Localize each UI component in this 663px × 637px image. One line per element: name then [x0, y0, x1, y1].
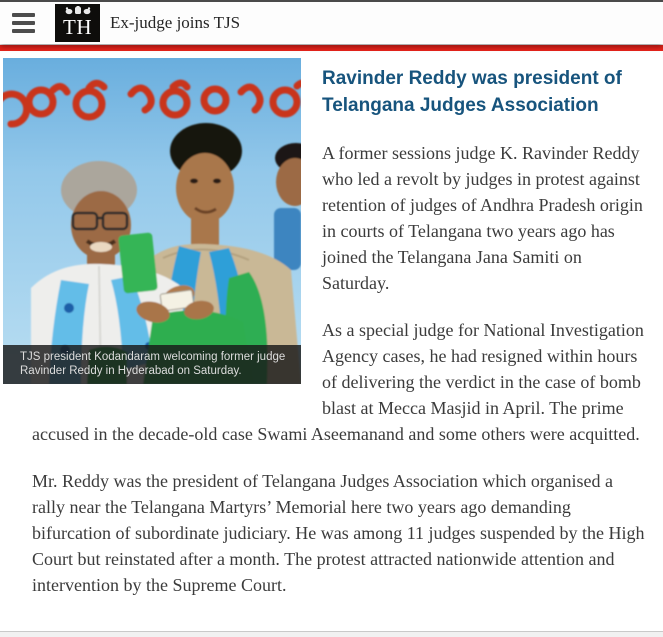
red-accent-bar — [0, 45, 663, 51]
menu-button[interactable] — [4, 3, 44, 43]
page-title: Ex-judge joins TJS — [110, 13, 241, 32]
article-paragraph: A former sessions judge K. Ravinder Reddy who led a revolt by judges in protest against retention of judges of Andhra Pradesh origin in courts of Telangana two years ago has joined the Telangana Jana Samiti on Saturday. — [322, 143, 643, 293]
photo-caption: TJS president Kodandaram welcoming former judge Ravinder Reddy in Hyderabad on Saturday. — [3, 345, 301, 384]
hamburger-icon — [12, 13, 35, 17]
th-crest-icon — [64, 6, 92, 15]
article-headline: Ravinder Reddy was president of Telangana Judges Association — [322, 68, 622, 116]
article-body — [0, 51, 663, 598]
article-photo[interactable] — [3, 58, 301, 384]
article-paragraph: As a special judge for National Investigation Agency cases, he had resigned within hours of delivering the verdict in the case of bomb blast at Mecca Masjid in April. The prime accused in the decade-old case Swami Aseemanand and some others were acquitted. — [32, 320, 644, 444]
article-photo-image — [3, 58, 301, 384]
app-header — [0, 0, 663, 44]
the-hindu-logo[interactable] — [55, 4, 100, 42]
logo-text: TH — [63, 15, 92, 39]
bottom-divider — [0, 631, 663, 637]
article-paragraph: Mr. Reddy was the president of Telangana Judges Association which organised a rally near the Telangana Martyrs’ Memorial here two years ago demanding bifurcation of subordinate judiciary. He was among 11 judges suspended by the High Court but reinstated after a month. The protest attracted nationwide attention and intervention by the Supreme Court. — [32, 471, 645, 595]
